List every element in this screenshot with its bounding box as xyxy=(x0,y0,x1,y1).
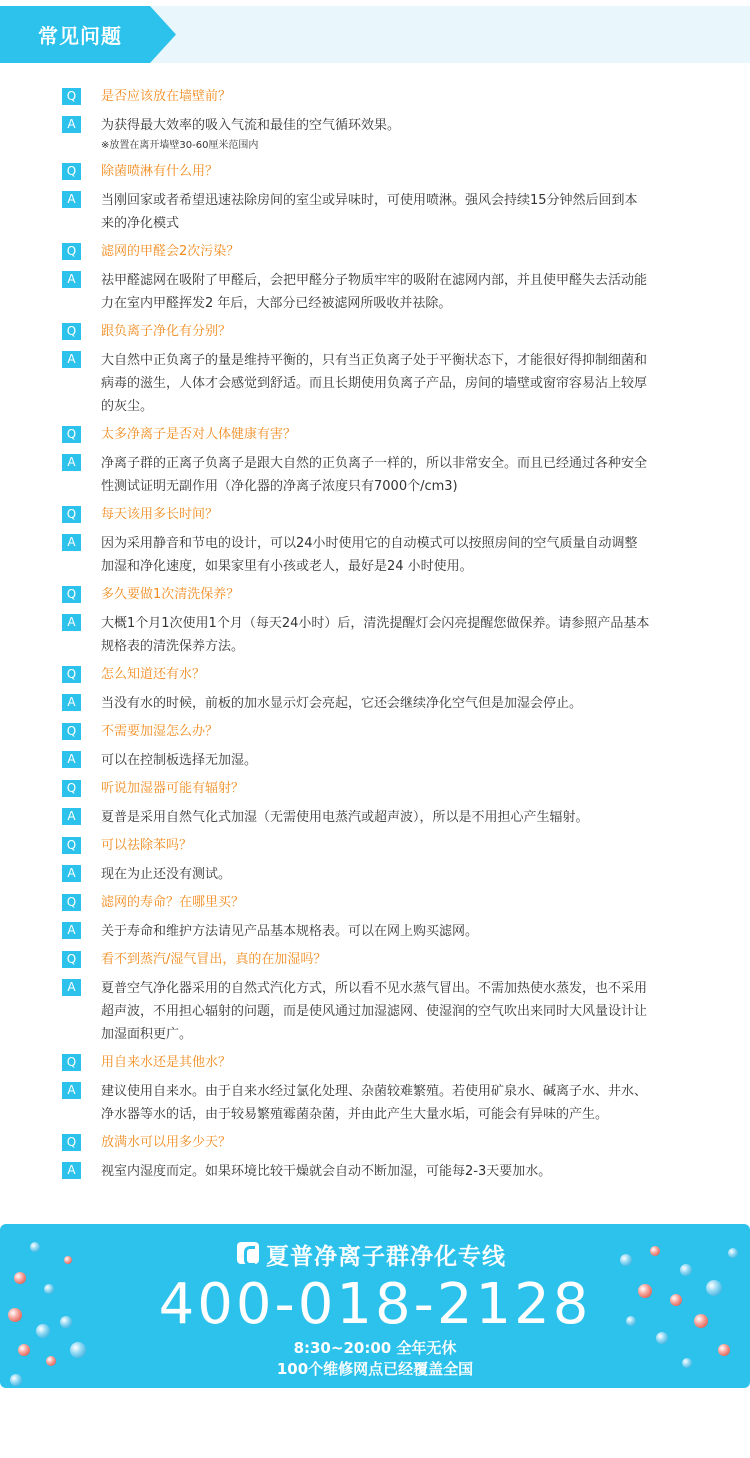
faq-answer-line: 当刚回家或者希望迅速祛除房间的室尘或异味时，可使用喷淋。强风会持续15分钟然后回到本 xyxy=(101,193,638,208)
question-badge-icon: Q xyxy=(62,780,81,797)
question-badge-icon: Q xyxy=(62,426,81,443)
phone-icon xyxy=(237,1242,259,1264)
faq-answer-row xyxy=(0,269,750,321)
faq-question-row xyxy=(0,721,750,749)
faq-question-row xyxy=(0,321,750,349)
faq-question-row xyxy=(0,664,750,692)
faq-answer-note: ※放置在离开墙壁30-60厘米范围内 xyxy=(101,140,259,151)
answer-badge-icon: A xyxy=(62,1082,81,1099)
faq-answer-row xyxy=(0,1080,750,1132)
faq-list xyxy=(0,86,750,1189)
faq-question-row xyxy=(0,778,750,806)
faq-question-row xyxy=(0,161,750,189)
faq-answer-row xyxy=(0,1160,750,1189)
answer-badge-icon: A xyxy=(62,865,81,882)
faq-answer-row xyxy=(0,863,750,892)
faq-answer-line: 加湿和净化速度，如果家里有小孩或老人，最好是24 小时使用。 xyxy=(101,559,473,574)
answer-badge-icon: A xyxy=(62,271,81,288)
faq-question: 跟负离子净化有分别？ xyxy=(101,324,232,339)
faq-answer-row xyxy=(0,349,750,424)
faq-answer-line: 可以在控制板选择无加湿。 xyxy=(101,753,258,768)
faq-answer-row xyxy=(0,806,750,835)
faq-question: 可以祛除苯吗？ xyxy=(101,838,193,853)
faq-question-row xyxy=(0,424,750,452)
answer-badge-icon: A xyxy=(62,191,81,208)
faq-question: 用自来水还是其他水？ xyxy=(101,1055,232,1070)
answer-badge-icon: A xyxy=(62,534,81,551)
faq-answer-row xyxy=(0,692,750,721)
service-hours: 8:30~20:00 全年无休 xyxy=(293,1339,457,1357)
faq-answer-line: 力在室内甲醛挥发2 年后，大部分已经被滤网所吸收并祛除。 xyxy=(101,296,452,311)
question-badge-icon: Q xyxy=(62,88,81,105)
faq-question: 是否应该放在墙壁前？ xyxy=(101,89,232,104)
faq-question: 每天该用多长时间？ xyxy=(101,507,219,522)
faq-question: 不需要加湿怎么办？ xyxy=(101,724,219,739)
faq-answer-row xyxy=(0,920,750,949)
faq-question-row xyxy=(0,504,750,532)
faq-answer-line: 性测试证明无副作用（净化器的净离子浓度只有7000个/cm3) xyxy=(101,479,458,494)
question-badge-icon: Q xyxy=(62,163,81,180)
question-badge-icon: Q xyxy=(62,894,81,911)
question-badge-icon: Q xyxy=(62,1134,81,1151)
faq-answer-row xyxy=(0,612,750,664)
faq-question: 滤网的寿命？在哪里买？ xyxy=(101,895,245,910)
hotline-title: 夏普净离子群净化专线 xyxy=(266,1244,506,1270)
faq-question: 太多净离子是否对人体健康有害？ xyxy=(101,427,297,442)
service-coverage: 100个维修网点已经覆盖全国 xyxy=(276,1360,474,1378)
faq-answer-line: 净离子群的正离子负离子是跟大自然的正负离子一样的，所以非常安全。而且已经通过各种安全 xyxy=(101,456,648,471)
faq-question: 放满水可以用多少天？ xyxy=(101,1135,232,1150)
faq-question-row xyxy=(0,892,750,920)
faq-question-row xyxy=(0,584,750,612)
question-badge-icon: Q xyxy=(62,323,81,340)
faq-question-row xyxy=(0,1132,750,1160)
question-badge-icon: Q xyxy=(62,951,81,968)
faq-answer-line: 大自然中正负离子的量是维持平衡的，只有当正负离子处于平衡状态下，才能很好得抑制细菌和 xyxy=(101,353,648,368)
blue-bubble-icon xyxy=(728,1248,738,1258)
faq-answer-row xyxy=(0,114,750,161)
faq-answer-line: 净水器等水的话，由于较易繁殖霉菌杂菌，并由此产生大量水垢，可能会有异味的产生。 xyxy=(101,1107,609,1122)
faq-question-row xyxy=(0,86,750,114)
page-title: 常见问题 xyxy=(38,24,122,48)
faq-answer-line: 夏普是采用自然气化式加湿（无需使用电蒸汽或超声波），所以是不用担心产生辐射。 xyxy=(101,810,589,825)
answer-badge-icon: A xyxy=(62,116,81,133)
blue-bubble-icon xyxy=(620,1254,632,1266)
faq-answer-line: 因为采用静音和节电的设计，可以24小时使用它的自动模式可以按照房间的空气质量自动调整 xyxy=(101,536,638,551)
faq-answer-line: 当没有水的时候，前板的加水显示灯会亮起，它还会继续净化空气但是加湿会停止。 xyxy=(101,696,583,711)
faq-question-row xyxy=(0,835,750,863)
answer-badge-icon: A xyxy=(62,808,81,825)
answer-badge-icon: A xyxy=(62,922,81,939)
faq-question: 听说加湿器可能有辐射？ xyxy=(101,781,245,796)
answer-badge-icon: A xyxy=(62,454,81,471)
question-badge-icon: Q xyxy=(62,723,81,740)
red-bubble-icon xyxy=(650,1246,660,1256)
question-badge-icon: Q xyxy=(62,666,81,683)
blue-bubble-icon xyxy=(30,1242,40,1252)
faq-answer-line: 加湿面积更广。 xyxy=(101,1027,193,1042)
faq-answer-line: 的灰尘。 xyxy=(101,399,154,414)
red-bubble-icon xyxy=(64,1256,72,1264)
faq-question: 滤网的甲醛会2次污染？ xyxy=(101,244,240,259)
faq-answer-row xyxy=(0,749,750,778)
question-badge-icon: Q xyxy=(62,586,81,603)
faq-question-row xyxy=(0,1052,750,1080)
faq-question-row xyxy=(0,949,750,977)
faq-question: 怎么知道还有水？ xyxy=(101,667,206,682)
answer-badge-icon: A xyxy=(62,979,81,996)
faq-question: 看不到蒸汽/湿气冒出，真的在加湿吗？ xyxy=(101,952,327,967)
answer-badge-icon: A xyxy=(62,614,81,631)
faq-answer-line: 为获得最大效率的吸入气流和最佳的空气循环效果。 xyxy=(101,118,401,133)
faq-answer-line: 现在为止还没有测试。 xyxy=(101,867,232,882)
faq-answer-row xyxy=(0,189,750,241)
question-badge-icon: Q xyxy=(62,837,81,854)
faq-answer-line: 大概1个月1次使用1个月（每天24小时）后，清洗提醒灯会闪亮提醒您做保养。请参照产品基本 xyxy=(101,616,650,631)
faq-answer-line: 夏普空气净化器采用的自然式汽化方式，所以看不见水蒸气冒出。不需加热使水蒸发，也不采用 xyxy=(101,981,648,996)
hotline-banner xyxy=(0,1224,750,1388)
question-badge-icon: Q xyxy=(62,506,81,523)
faq-answer-line: 关于寿命和维护方法请见产品基本规格表。可以在网上购买滤网。 xyxy=(101,924,479,939)
question-badge-icon: Q xyxy=(62,1054,81,1071)
hotline-number[interactable]: 400-018-2128 xyxy=(158,1272,592,1337)
answer-badge-icon: A xyxy=(62,751,81,768)
faq-answer-row xyxy=(0,977,750,1052)
faq-answer-line: 祛甲醛滤网在吸附了甲醛后，会把甲醛分子物质牢牢的吸附在滤网内部，并且使甲醛失去活动能 xyxy=(101,273,648,288)
faq-question: 多久要做1次清洗保养？ xyxy=(101,587,240,602)
faq-answer-line: 来的净化模式 xyxy=(101,216,180,231)
answer-badge-icon: A xyxy=(62,1162,81,1179)
faq-answer-row xyxy=(0,452,750,504)
faq-answer-line: 建议使用自来水。由于自来水经过氯化处理、杂菌较难繁殖。若使用矿泉水、碱离子水、井水、 xyxy=(101,1084,648,1099)
faq-answer-line: 规格表的清洗保养方法。 xyxy=(101,639,245,654)
question-badge-icon: Q xyxy=(62,243,81,260)
faq-answer-line: 视室内湿度而定。如果环境比较干燥就会自动不断加湿，可能每2-3天要加水。 xyxy=(101,1164,552,1179)
faq-question: 除菌喷淋有什么用？ xyxy=(101,164,219,179)
faq-question-row xyxy=(0,241,750,269)
faq-answer-line: 病毒的滋生，人体才会感觉到舒适。而且长期使用负离子产品，房间的墙壁或窗帘容易沾上较厚 xyxy=(101,376,648,391)
faq-answer-row xyxy=(0,532,750,584)
answer-badge-icon: A xyxy=(62,694,81,711)
faq-answer-line: 超声波，不用担心辐射的问题，而是使风通过加湿滤网、使湿润的空气吹出来同时大风量设计让 xyxy=(101,1004,648,1019)
answer-badge-icon: A xyxy=(62,351,81,368)
